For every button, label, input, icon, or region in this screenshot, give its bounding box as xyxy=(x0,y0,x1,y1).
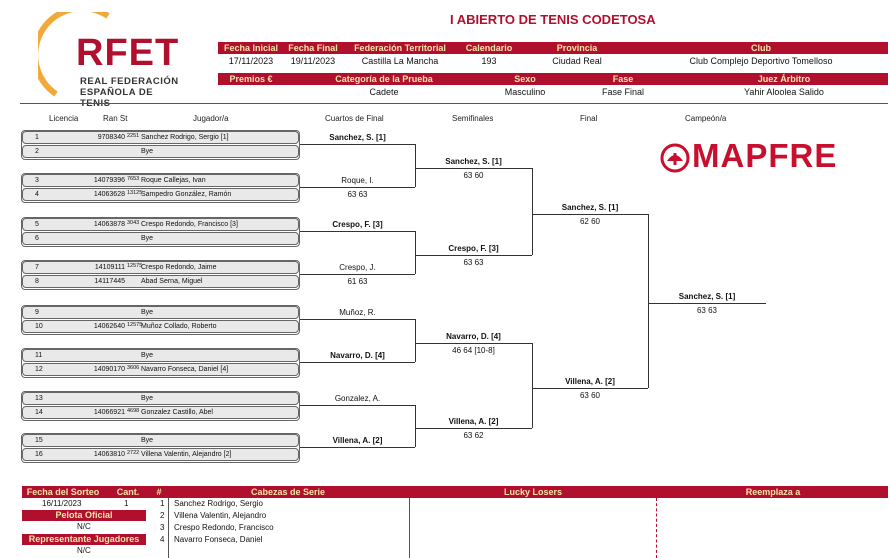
qf-line xyxy=(300,319,415,320)
player-name: Bye xyxy=(141,309,154,316)
hdr-premios: Premios € xyxy=(229,74,273,84)
seed-num: 1 xyxy=(160,499,165,508)
draw-position: 16 xyxy=(35,451,43,458)
hdr-federacion: Federación Territorial xyxy=(354,43,446,53)
hdr-categoria: Categoría de la Prueba xyxy=(335,74,433,84)
val-categoria: Cadete xyxy=(369,87,399,97)
qf-player: Crespo, F. [3] xyxy=(332,220,383,229)
player-name: Bye xyxy=(141,437,154,444)
cabezas-label: Cabezas de Serie xyxy=(250,487,326,497)
draw-position: 1 xyxy=(35,134,39,141)
representante-label: Representante Jugadores xyxy=(28,534,140,544)
draw-position: 8 xyxy=(35,278,39,285)
player-name: Sampedro González, Ramón xyxy=(141,191,232,198)
sf-player: Villena, A. [2] xyxy=(448,417,499,426)
draw-position: 6 xyxy=(35,235,39,242)
val-juez: Yahir Aloolea Salido xyxy=(744,87,824,97)
pelota-label: Pelota Oficial xyxy=(55,510,113,520)
player-rank: 3606 xyxy=(127,365,140,371)
qf-line xyxy=(300,187,415,188)
val-fecha-inicial: 17/11/2023 xyxy=(228,56,274,66)
hdr-juez: Juez Árbitro xyxy=(757,74,811,84)
player-licencia: 14109111 xyxy=(94,264,125,271)
seed-num: 4 xyxy=(160,535,165,544)
player-licencia: 14066921 xyxy=(93,409,125,416)
sf-score: 63 63 xyxy=(463,258,484,267)
qf-player: Navarro, D. [4] xyxy=(330,351,385,360)
bracket-connector xyxy=(648,214,649,388)
final-player: Sanchez, S. [1] xyxy=(561,203,619,212)
qf-player: Gonzalez, A. xyxy=(334,394,381,403)
sf-score: 46 64 [10-8] xyxy=(452,346,495,355)
mapfre-logo xyxy=(660,137,885,174)
player-name: Navarro Fonseca, Daniel [4] xyxy=(141,366,229,373)
draw-row[interactable] xyxy=(22,131,299,144)
sponsor-name: MAPFRE xyxy=(692,137,838,174)
player-name: Abad Serna, Miguel xyxy=(141,278,203,285)
qf-score: 61 63 xyxy=(347,277,368,286)
draw-row[interactable] xyxy=(22,232,299,245)
col-final: Final xyxy=(580,114,598,123)
col-semis: Semifinales xyxy=(452,114,494,123)
draw-position: 5 xyxy=(35,221,39,228)
col-licencia: Licencia xyxy=(49,114,79,123)
draw-row[interactable] xyxy=(22,174,299,187)
draw-position: 3 xyxy=(35,177,39,184)
player-rank: 13125 xyxy=(127,190,143,196)
draw-row[interactable] xyxy=(22,218,299,231)
logo-main: RFET xyxy=(76,32,180,74)
player-licencia: 14062640 xyxy=(93,323,125,330)
reemplaza-label: Reemplaza a xyxy=(745,487,801,497)
player-licencia: 14117445 xyxy=(94,278,125,285)
draw-position: 14 xyxy=(35,409,43,416)
player-licencia: 9708340 xyxy=(97,134,125,141)
qf-score: 63 63 xyxy=(347,190,368,199)
lucky-label: Lucky Losers xyxy=(503,487,563,497)
logo-line2: ESPAÑOLA DE TENIS xyxy=(80,87,154,109)
champion-line xyxy=(648,303,766,304)
player-rank: 7653 xyxy=(127,176,140,182)
val-fase: Fase Final xyxy=(601,87,645,97)
draw-position: 4 xyxy=(35,191,39,198)
draw-row[interactable] xyxy=(22,392,299,405)
draw-row[interactable] xyxy=(22,320,299,333)
draw-position: 2 xyxy=(35,148,39,155)
pelota-value: N/C xyxy=(77,522,91,531)
hdr-fase: Fase xyxy=(612,74,634,84)
draw-position: 10 xyxy=(35,323,43,330)
tournament-title: I ABIERTO DE TENIS CODETOSA xyxy=(450,12,656,27)
hdr-fecha-final: Fecha Final xyxy=(288,43,338,53)
seed-name: Sanchez Rodrigo, Sergio xyxy=(174,499,263,508)
player-name: Crespo Redondo, Jaime xyxy=(141,264,217,271)
sf-score: 63 62 xyxy=(463,431,484,440)
col-cuartos: Cuartos de Final xyxy=(325,114,384,123)
sf-player: Navarro, D. [4] xyxy=(446,332,501,341)
logo-line1: REAL FEDERACIÓN xyxy=(80,76,179,87)
qf-player: Roque, I. xyxy=(341,176,374,185)
player-name: Roque Callejas, Ivan xyxy=(141,177,206,184)
sf-line xyxy=(415,428,532,429)
draw-row[interactable] xyxy=(22,363,299,376)
sf-player: Crespo, F. [3] xyxy=(448,244,499,253)
final-score: 63 60 xyxy=(579,391,601,400)
champion-player: Sanchez, S. [1] xyxy=(678,292,736,301)
qf-line xyxy=(300,144,415,145)
val-federacion: Castilla La Mancha xyxy=(361,56,439,66)
draw-position: 12 xyxy=(35,366,43,373)
draw-row[interactable] xyxy=(22,349,299,362)
draw-row[interactable] xyxy=(22,145,299,158)
cant-label: Cant. xyxy=(116,487,140,497)
col-ran-st: Ran St xyxy=(103,114,128,123)
hdr-calendario: Calendario xyxy=(465,43,513,53)
qf-player: Villena, A. [2] xyxy=(332,436,383,445)
seed-name: Navarro Fonseca, Daniel xyxy=(174,535,263,544)
player-rank: 2722 xyxy=(127,450,140,456)
qf-line xyxy=(300,362,415,363)
qf-player: Sanchez, S. [1] xyxy=(329,133,386,142)
rfet-logo xyxy=(38,12,183,109)
draw-row[interactable] xyxy=(22,434,299,447)
final-player: Villena, A. [2] xyxy=(565,377,615,386)
val-sexo: Masculino xyxy=(504,87,546,97)
champion-score: 63 63 xyxy=(696,306,718,315)
hdr-club: Club xyxy=(751,43,771,53)
sf-score: 63 60 xyxy=(463,171,484,180)
player-rank: 3043 xyxy=(127,220,140,226)
draw-row[interactable] xyxy=(22,448,299,461)
player-rank: 4698 xyxy=(127,408,140,414)
seed-name: Villena Valentin, Alejandro xyxy=(174,511,267,520)
player-licencia: 14090170 xyxy=(93,366,125,373)
val-provincia: Ciudad Real xyxy=(552,56,602,66)
player-licencia: 14079396 xyxy=(93,177,125,184)
val-calendario: 193 xyxy=(481,56,497,66)
player-name: Bye xyxy=(141,148,154,155)
player-name: Villena Valentin, Alejandro [2] xyxy=(141,451,232,458)
final-score: 62 60 xyxy=(579,217,601,226)
fecha-sorteo: 16/11/2023 xyxy=(42,499,82,508)
draw-position: 13 xyxy=(35,395,43,402)
player-name: Gonzalez Castillo, Abel xyxy=(141,409,213,416)
draw-position: 15 xyxy=(35,437,43,444)
seed-num: 3 xyxy=(160,523,165,532)
player-name: Bye xyxy=(141,235,154,242)
col-campeon: Campeón/a xyxy=(685,114,727,123)
qf-line xyxy=(300,447,415,448)
seed-name: Crespo Redondo, Francisco xyxy=(174,523,274,532)
player-rank: 12575 xyxy=(127,322,143,328)
num-label: # xyxy=(156,487,162,497)
hdr-fecha-inicial: Fecha Inicial xyxy=(223,43,279,53)
val-club: Club Complejo Deportivo Tomelloso xyxy=(689,56,833,66)
player-name: Sanchez Rodrigo, Sergio [1] xyxy=(141,134,229,141)
val-fecha-final: 19/11/2023 xyxy=(290,56,336,66)
cant-value: 1 xyxy=(124,499,129,508)
seed-num: 2 xyxy=(160,511,165,520)
draw-row[interactable] xyxy=(22,188,299,201)
player-licencia: 14063628 xyxy=(93,191,125,198)
player-name: Crespo Redondo, Francisco [3] xyxy=(141,221,238,228)
final-line xyxy=(532,388,648,389)
draw-row[interactable] xyxy=(22,275,299,288)
player-rank: 12575 xyxy=(127,263,143,269)
col-jugador: Jugador/a xyxy=(193,114,229,123)
qf-line xyxy=(300,405,415,406)
sf-player: Sanchez, S. [1] xyxy=(445,157,502,166)
mapfre-emblem-icon xyxy=(660,143,690,173)
qf-player: Crespo, J. xyxy=(339,263,376,272)
draw-row[interactable] xyxy=(22,406,299,419)
player-name: Bye xyxy=(141,395,154,402)
player-name: Bye xyxy=(141,352,154,359)
representante-value: N/C xyxy=(77,546,91,555)
qf-line xyxy=(300,231,415,232)
sf-line xyxy=(415,343,532,344)
final-line xyxy=(532,214,648,215)
sf-line xyxy=(415,255,532,256)
player-licencia: 14063810 xyxy=(93,451,125,458)
fecha-sorteo-label: Fecha del Sorteo xyxy=(26,487,100,497)
hdr-sexo: Sexo xyxy=(514,74,536,84)
player-name: Muñoz Collado, Roberto xyxy=(141,323,217,330)
draw-position: 9 xyxy=(35,309,39,316)
bracket-connector xyxy=(415,405,416,447)
draw-position: 7 xyxy=(35,264,39,271)
player-licencia: 14063878 xyxy=(93,221,125,228)
sf-line xyxy=(415,168,532,169)
divider xyxy=(20,103,888,104)
draw-position: 11 xyxy=(35,352,43,359)
qf-player: Muñoz, R. xyxy=(339,308,376,317)
player-rank: 2251 xyxy=(127,133,140,139)
lucky-divider xyxy=(656,498,657,558)
draw-row[interactable] xyxy=(22,306,299,319)
qf-line xyxy=(300,274,415,275)
hdr-provincia: Provincia xyxy=(556,43,598,53)
draw-row[interactable] xyxy=(22,261,299,274)
